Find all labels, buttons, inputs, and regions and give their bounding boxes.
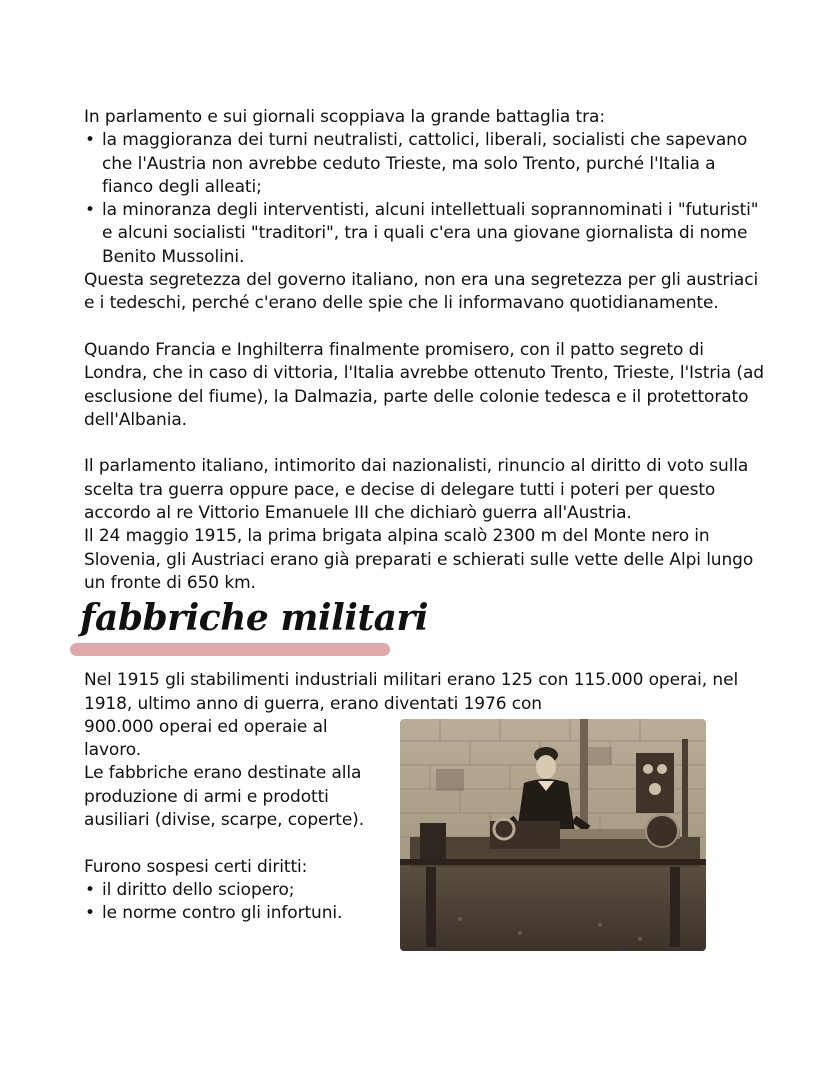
document-page (80, 106, 764, 926)
factory-worker-photo (400, 719, 706, 951)
monte-nero-paragraph: Il 24 maggio 1915, la prima brigata alpina scalò 2300 m del Monte nero in Slovenia, gli Austriaci erano già preparati e schierati sulle vette delle Alpi lungo un fronte di 650 km. (84, 526, 754, 593)
list-item: • la maggioranza dei turni neutralisti, cattolici, liberali, socialisti che sapevano che l'Austria non avrebbe ceduto Trieste, ma solo Trento, purché l'Italia a fianco degli alleati; (84, 129, 764, 199)
london-pact-paragraph: Quando Francia e Inghilterra finalmente promisero, con il patto segreto di Londra, che in caso di vittoria, l'Italia avrebbe ottenuto Trento, Trieste, l'Istria (ad esclusione del fiume), la Dalmazia, parte delle colonie tedesca e il protettorato dell'Albania. (84, 339, 764, 430)
list-item: • la minoranza degli interventisti, alcuni intellettuali soprannominati i "futuristi" e alcuni socialisti "traditori", tra i quali c'era una giovane giornalista di nome Benito Mussolini. (84, 199, 764, 269)
positions-list (84, 129, 764, 269)
intro-text: In parlamento e sui giornali scoppiava la grande battaglia tra: (84, 107, 605, 127)
section-heading: fabbriche militari (80, 597, 429, 640)
factories-paragraph: Nel 1915 gli stabilimenti industriali militari erano 125 con 115.000 operai, nel 1918, ultimo anno di guerra, erano diventati 1976 con (84, 670, 739, 714)
workers-paragraph: 900.000 operai ed operaie al lavoro. (84, 716, 328, 761)
factories-section (84, 669, 764, 925)
heading-highlight (70, 643, 390, 656)
parliament-paragraph: Il parlamento italiano, intimorito dai nazionalisti, rinuncio al diritto di voto sulla scelta tra guerra oppure pace, e decise di delegare tutti i poteri per questo accordo al re Vittorio Emanuele III che dichiarò guerra all'Austria. (84, 456, 749, 524)
list-item: • le norme contro gli infortuni. (84, 902, 384, 925)
list-item: • il diritto dello sciopero; (84, 879, 384, 902)
secrecy-paragraph: Questa segretezza del governo italiano, non era una segretezza per gli austriaci e i tedeschi, perché c'erano delle spie che li informavano quotidianamente. (84, 270, 759, 314)
rights-list (84, 879, 384, 926)
rights-intro: Furono sospesi certi diritti: (84, 856, 308, 877)
section-heading-block (80, 597, 764, 669)
production-paragraph: Le fabbriche erano destinate alla produzione di armi e prodotti ausiliari (divise, scarpe, coperte). (84, 763, 365, 831)
